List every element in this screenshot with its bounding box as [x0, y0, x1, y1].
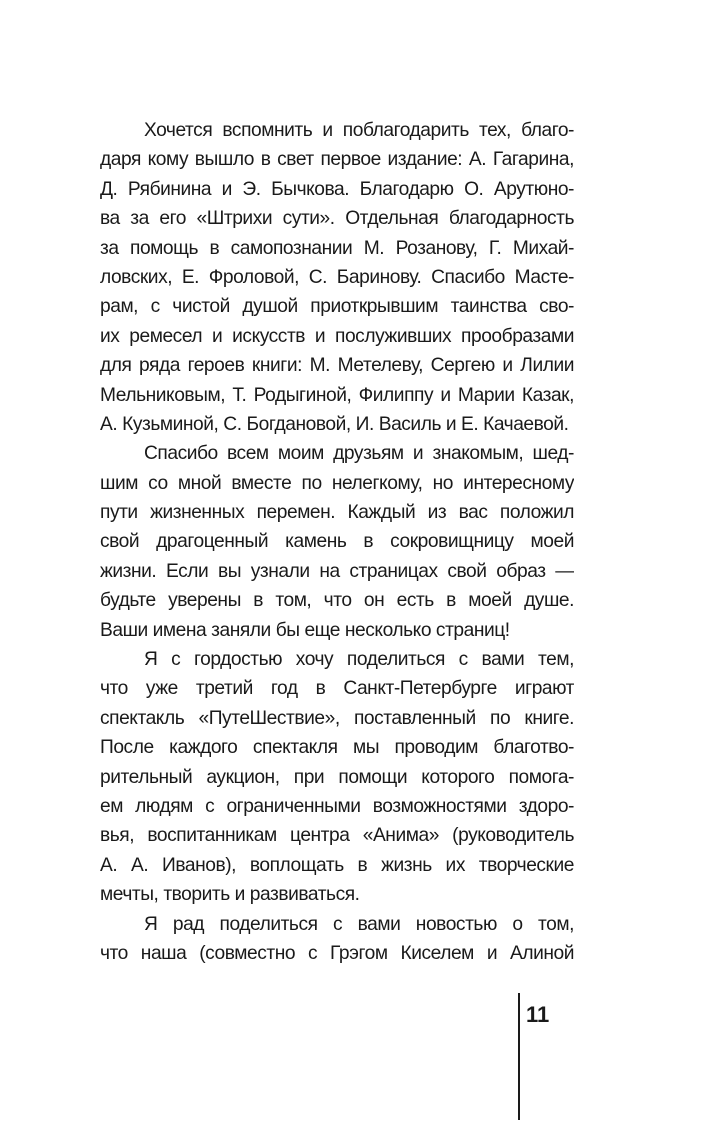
text-line: Д. Рябинина и Э. Бычкова. Благодарю О. Арутюно- — [100, 178, 574, 200]
text-line: Я с гордостью хочу поделиться с вами тем, — [144, 649, 574, 671]
text-line: Спасибо всем моим друзьям и знакомым, шед- — [144, 443, 574, 465]
text-line: что наша (совместно с Грэгом Киселем и Алиной — [100, 942, 574, 964]
text-line: шим со мной вместе по нелегкому, но интересному — [100, 472, 574, 494]
paragraph-news — [100, 910, 574, 969]
text-line: Мельниковым, Т. Родыгиной, Филиппу и Марии Казак, — [100, 384, 574, 406]
text-line: пути жизненных перемен. Каждый из вас положил — [100, 502, 574, 524]
text-line: ловских, Е. Фроловой, С. Баринову. Спасибо Масте- — [100, 266, 574, 288]
text-line: мечты, творить и развиваться. — [100, 884, 360, 906]
text-line: Ваши имена заняли бы еще несколько страниц! — [100, 619, 510, 641]
text-line: После каждого спектакля мы проводим благотво- — [100, 737, 574, 759]
page-number: 11 — [526, 1002, 550, 1027]
text-line: свой драгоценный камень в сокровищницу моей — [100, 531, 574, 553]
text-line: рам, с чистой душой приоткрывшим таинства сво- — [100, 296, 574, 318]
paragraph-friends — [100, 439, 574, 645]
text-line: их ремесел и искусств и послуживших прообразами — [100, 325, 574, 347]
text-line: будьте уверены в том, что он есть в моей душе. — [100, 590, 574, 612]
text-line: Хочется вспомнить и поблагодарить тех, благо- — [144, 120, 574, 141]
text-line: что уже третий год в Санкт-Петербурге играют — [100, 678, 574, 700]
text-line: за помощь в самопознании М. Розанову, Г. Михай- — [100, 237, 574, 259]
paragraph-performance — [100, 645, 574, 910]
text-line: А. Кузьминой, С. Богдановой, И. Василь и Е. Качаевой. — [100, 413, 569, 435]
page-number-rule — [518, 993, 520, 1120]
body-text — [100, 116, 574, 968]
text-line: рительный аукцион, при помощи которого помога- — [100, 766, 574, 788]
text-line: вья, воспитанникам центра «Анима» (руководитель — [100, 825, 574, 847]
text-line: спектакль «ПутеШествие», поставленный по книге. — [100, 707, 574, 729]
text-line: А. А. Иванов), воплощать в жизнь их творческие — [100, 854, 574, 876]
text-line: жизни. Если вы узнали на страницах свой образ — — [100, 560, 574, 582]
text-line: ем людям с ограниченными возможностями здоро- — [100, 795, 574, 817]
text-line: ва за его «Штрихи сути». Отдельная благодарность — [100, 208, 574, 230]
text-line: даря кому вышло в свет первое издание: А. Гагарина, — [100, 149, 574, 171]
paragraph-acknowledgements — [100, 116, 574, 439]
text-line: для ряда героев книги: М. Метелеву, Сергею и Лилии — [100, 355, 574, 377]
text-line: Я рад поделиться с вами новостью о том, — [144, 913, 574, 935]
